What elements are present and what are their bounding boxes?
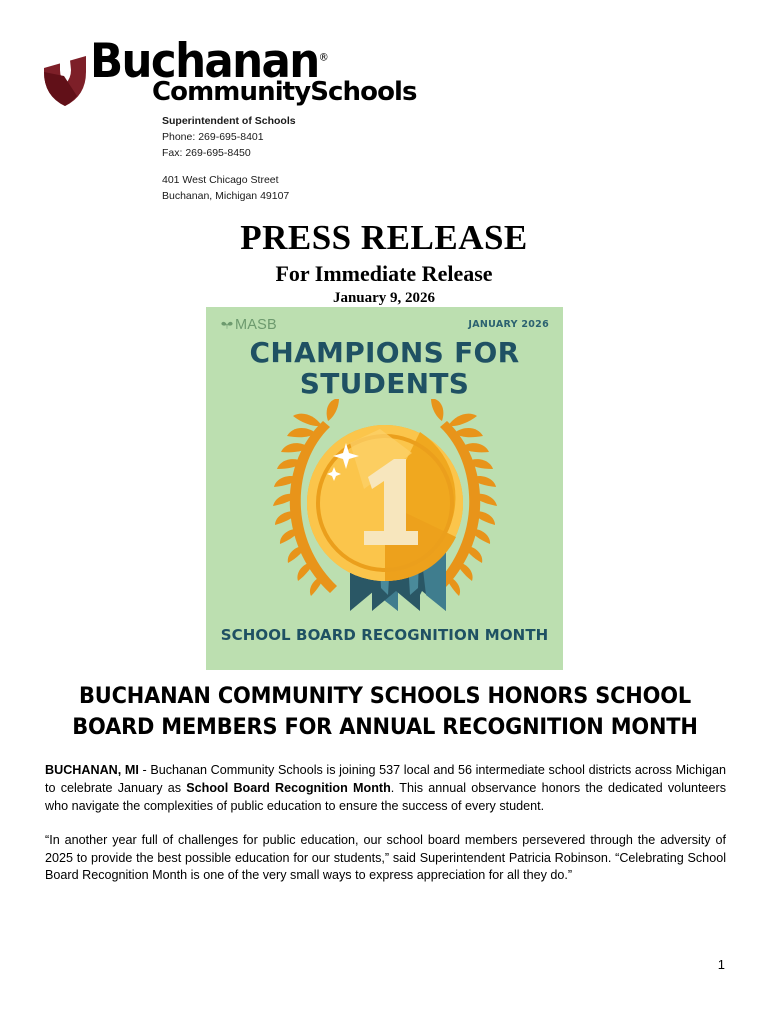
- article-body: [45, 762, 726, 885]
- registered-mark: ®: [318, 50, 329, 64]
- masb-champions-for-students-graphic: [206, 307, 563, 670]
- masb-headline-line-2: STUDENTS: [299, 367, 470, 401]
- dateline: BUCHANAN, MI: [45, 763, 139, 777]
- masb-butterfly-icon: [220, 318, 234, 332]
- spacer: [162, 162, 296, 173]
- masb-headline: [206, 337, 563, 400]
- paragraph-1: [45, 762, 726, 816]
- masb-logo: [220, 317, 277, 333]
- address-line-2: Buchanan, Michigan 49107: [162, 189, 290, 202]
- fax-line: Fax: 269-695-8450: [162, 146, 251, 159]
- release-date: January 9, 2026: [332, 290, 436, 307]
- paragraph-1-text-b: . This annual observance honors the dedicated volunteers who navigate the complexities of public education to ensure the success of every student.: [45, 780, 726, 813]
- medal-disc: [307, 425, 463, 581]
- press-release-title-block: [0, 220, 768, 309]
- page-title: PRESS RELEASE: [240, 218, 528, 257]
- dateline-dash: -: [138, 763, 151, 777]
- district-wordmark: [90, 34, 417, 108]
- article-headline: BUCHANAN COMMUNITY SCHOOLS HONORS SCHOOL BOARD MEMBERS FOR ANNUAL RECOGNITION MONTH: [72, 683, 698, 741]
- paragraph-1-text-a: Buchanan Community Schools is joining 537 local and 56 intermediate school districts across Michigan to celebrate January as: [45, 763, 726, 795]
- paragraph-2: “In another year full of challenges for public education, our school board members persevered through the adversity of 2025 to provide the best possible education for our students,” said Superintendent Patricia Robinson. “Celebrating School Board Recognition Month is one of the very small ways to express appreciation for all they do.”: [45, 832, 726, 883]
- release-subtitle: For Immediate Release: [275, 260, 493, 286]
- masb-month-badge: JANUARY 2026: [468, 319, 549, 330]
- superintendent-title: Superintendent of Schools: [162, 115, 296, 127]
- contact-block: [162, 114, 296, 205]
- logo-line-communityschools: CommunitySchools: [152, 77, 417, 108]
- page-number: 1: [717, 957, 725, 972]
- masb-headline-line-1: CHAMPIONS FOR: [249, 336, 520, 369]
- first-place-medal-illustration: [260, 399, 510, 621]
- buchanan-bucks-shield-logo-icon: [42, 42, 88, 108]
- district-logo: [42, 34, 417, 108]
- letterhead: [42, 34, 417, 108]
- masb-footer-text: SCHOOL BOARD RECOGNITION MONTH: [220, 626, 549, 644]
- address-line-1: 401 West Chicago Street: [162, 173, 279, 186]
- masb-brand-text: MASB: [235, 317, 277, 333]
- bold-phrase-school-board-recognition-month: School Board Recognition Month: [186, 780, 391, 795]
- logo-line-buchanan: Buchanan®: [90, 34, 329, 89]
- phone-line: Phone: 269-695-8401: [162, 130, 264, 143]
